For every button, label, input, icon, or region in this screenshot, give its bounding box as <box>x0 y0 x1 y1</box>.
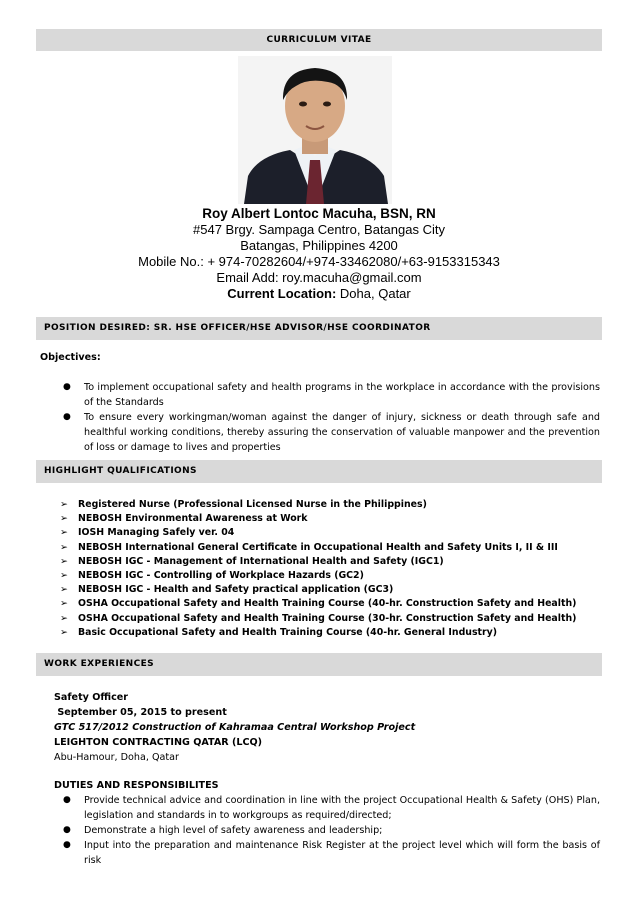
bullet-dot-icon: ● <box>63 795 71 805</box>
list-item <box>58 823 600 838</box>
objectives-list <box>58 380 600 455</box>
objective-text: To ensure every workingman/woman against the danger of injury, sickness or death through safe and healthful working conditions, thereby assuring the conservation of valuable manpower and the prevention of loss or damage to lives and properties <box>84 412 600 453</box>
list-item <box>58 380 600 410</box>
duty-text: Input into the preparation and maintenance Risk Register at the project level which will form the basis of risk <box>84 840 600 866</box>
arrow-bullet-icon: ➢ <box>60 527 68 539</box>
section-band-work <box>36 653 602 676</box>
list-item <box>58 569 600 583</box>
bullet-dot-icon: ● <box>63 825 71 835</box>
personal-info <box>0 206 638 302</box>
list-item <box>58 583 600 597</box>
qualification-text: NEBOSH IGC - Management of International Health and Safety (IGC1) <box>78 555 444 567</box>
profile-photo <box>238 56 392 204</box>
list-item <box>58 793 600 823</box>
arrow-bullet-icon: ➢ <box>60 598 68 610</box>
bullet-dot-icon: ● <box>63 382 71 392</box>
list-item <box>58 541 600 555</box>
address-line-2: Batangas, Philippines 4200 <box>240 238 398 253</box>
qualification-text: NEBOSH Environmental Awareness at Work <box>78 513 308 525</box>
list-item <box>58 612 600 626</box>
position-desired: POSITION DESIRED: SR. HSE OFFICER/HSE ADVISOR/HSE COORDINATOR <box>44 323 431 333</box>
current-location <box>0 286 638 302</box>
arrow-bullet-icon: ➢ <box>60 612 68 624</box>
qualification-text: Basic Occupational Safety and Health Training Course (40-hr. General Industry) <box>78 626 498 638</box>
work-heading: WORK EXPERIENCES <box>44 659 155 669</box>
list-item <box>58 555 600 569</box>
list-item <box>58 597 600 611</box>
qualification-text: IOSH Managing Safely ver. 04 <box>78 527 235 539</box>
job-dates-text: September 05, 2015 to present <box>57 707 227 718</box>
job-company: LEIGHTON CONTRACTING QATAR (LCQ) <box>54 737 263 748</box>
highlights-heading: HIGHLIGHT QUALIFICATIONS <box>44 466 197 476</box>
duties-heading: DUTIES AND RESPONSIBILITES <box>54 780 219 791</box>
duties-list <box>58 793 600 868</box>
arrow-bullet-icon: ➢ <box>60 570 68 582</box>
work-entry <box>54 690 600 765</box>
list-item <box>58 626 600 640</box>
qualification-text: NEBOSH IGC - Controlling of Workplace Hazards (GC2) <box>78 570 364 582</box>
arrow-bullet-icon: ➢ <box>60 541 68 553</box>
highlights-list <box>58 498 600 640</box>
job-project: GTC 517/2012 Construction of Kahramaa Central Workshop Project <box>54 722 416 733</box>
current-location-value: Doha, Qatar <box>339 286 411 301</box>
arrow-bullet-icon: ➢ <box>60 555 68 567</box>
duty-text: Provide technical advice and coordination in line with the project Occupational Health & Safety (OHS) Plan, legislation and standards in to workgroups as required/directed; <box>84 795 600 821</box>
section-band-position <box>36 317 602 340</box>
cv-title: CURRICULUM VITAE <box>266 35 372 45</box>
qualification-text: OSHA Occupational Safety and Health Training Course (40-hr. Construction Safety and Health) <box>78 598 577 610</box>
section-band-title <box>36 29 602 51</box>
duty-text: Demonstrate a high level of safety awareness and leadership; <box>84 825 383 836</box>
bullet-dot-icon: ● <box>63 840 71 850</box>
objective-text: To implement occupational safety and health programs in the workplace in accordance with the provisions of the Standards <box>84 382 600 408</box>
candidate-name: Roy Albert Lontoc Macuha, BSN, RN <box>202 206 436 221</box>
arrow-bullet-icon: ➢ <box>60 584 68 596</box>
job-location: Abu-Hamour, Doha, Qatar <box>54 752 179 763</box>
qualification-text: OSHA Occupational Safety and Health Training Course (30-hr. Construction Safety and Health) <box>78 612 577 624</box>
list-item <box>58 526 600 540</box>
list-item <box>58 512 600 526</box>
bullet-dot-icon: ● <box>63 412 71 422</box>
arrow-bullet-icon: ➢ <box>60 626 68 638</box>
arrow-bullet-icon: ➢ <box>60 499 68 510</box>
arrow-bullet-icon: ➢ <box>60 513 68 525</box>
qualification-text: Registered Nurse (Professional Licensed Nurse in the Philippines) <box>78 499 427 510</box>
mobile-number: Mobile No.: + 974-70282604/+974-33462080/+63-9153315343 <box>138 254 500 269</box>
profile-photo-image <box>238 56 392 204</box>
list-item <box>58 838 600 868</box>
objectives-heading: Objectives: <box>40 352 101 363</box>
email-address: Email Add: roy.macuha@gmail.com <box>216 270 422 285</box>
job-dates <box>54 705 600 720</box>
section-band-highlights <box>36 460 602 483</box>
list-item <box>58 498 600 512</box>
address-line-1: #547 Brgy. Sampaga Centro, Batangas City <box>193 222 445 237</box>
qualification-text: NEBOSH International General Certificate in Occupational Health and Safety Units I, II & III <box>78 541 558 553</box>
current-location-label: Current Location: <box>227 286 337 301</box>
qualification-text: NEBOSH IGC - Health and Safety practical application (GC3) <box>78 584 394 596</box>
job-role: Safety Officer <box>54 692 129 703</box>
list-item <box>58 410 600 455</box>
